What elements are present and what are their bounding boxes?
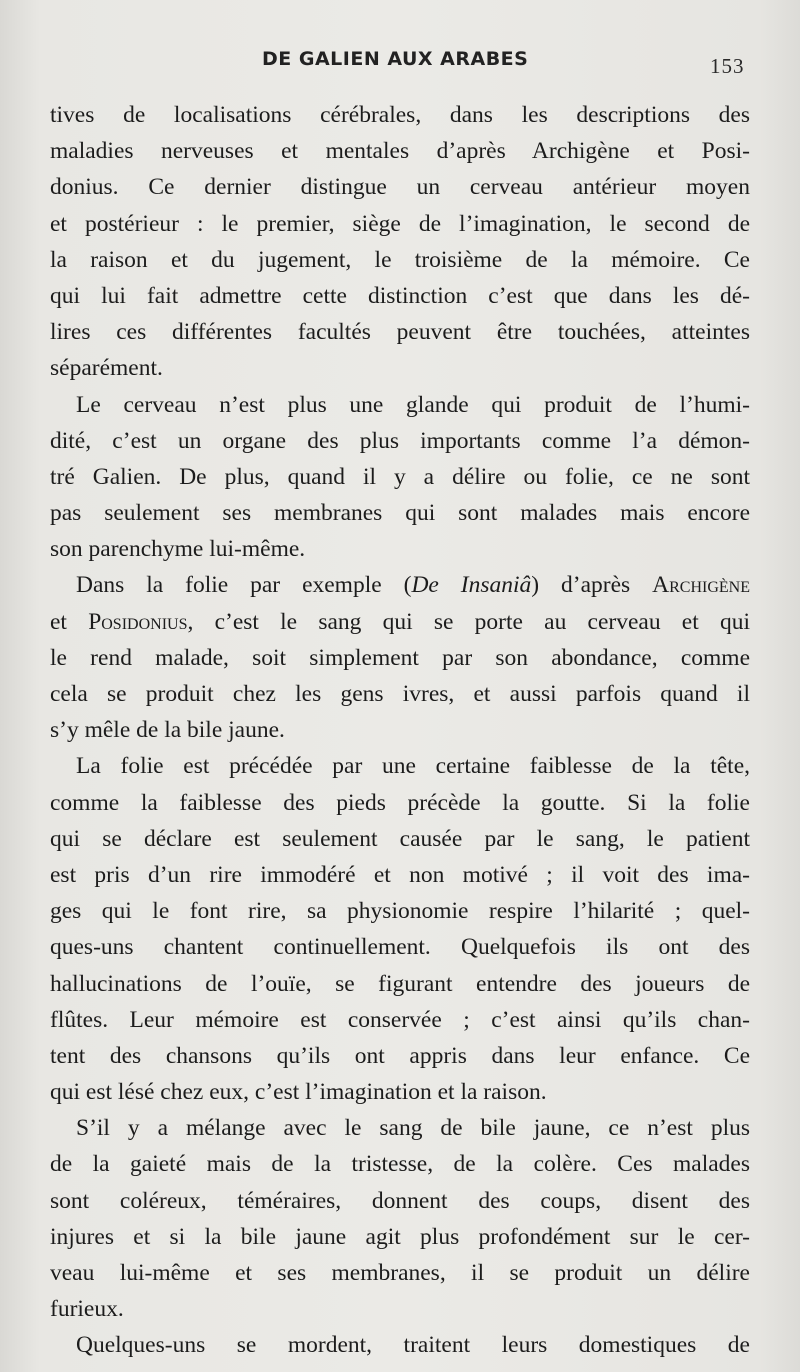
- text-line: qui est lésé chez eux, c’est l’imagination et la raison.: [50, 1079, 547, 1106]
- text-line: comme la faiblesse des pieds précède la goutte. Si la folie: [50, 789, 750, 816]
- text-line: pas seulement ses membranes qui sont malades mais encore: [50, 500, 750, 527]
- body-text: [50, 97, 750, 1364]
- text-line: veau lui-même et ses membranes, il se produit un délire: [50, 1260, 750, 1286]
- page-number: 153: [710, 54, 745, 78]
- text-line: cela se produit chez les gens ivres, et aussi parfois quand il: [50, 681, 750, 707]
- text-line: flûtes. Leur mémoire est conservée ; c’est ainsi qu’ils chan-: [50, 1006, 750, 1033]
- text-line: Le cerveau n’est plus une glande qui produit de l’humi-: [76, 391, 750, 418]
- text-line: de la gaieté mais de la tristesse, de la colère. Ces malades: [50, 1151, 750, 1178]
- text-line: hallucinations de l’ouïe, se figurant entendre des joueurs de: [50, 970, 750, 997]
- text-line-mixed: [50, 567, 750, 603]
- work-title: De Insaniâ: [411, 572, 532, 599]
- text-line: lires ces différentes facultés peuvent être touchées, atteintes: [50, 319, 750, 346]
- text-line: dité, c’est un organe des plus importants comme l’a démon-: [50, 427, 750, 454]
- text-line: ges qui le font rire, sa physionomie respire l’hilarité ; quel-: [50, 898, 750, 925]
- text-line: qui lui fait admettre cette distinction c’est que dans les dé-: [50, 282, 750, 309]
- text-line: tent des chansons qu’ils ont appris dans leur enfance. Ce: [50, 1042, 750, 1069]
- text-line-mixed: [50, 604, 750, 640]
- text-line: donius. Ce dernier distingue un cerveau antérieur moyen: [50, 174, 750, 201]
- author-name: Archigène: [652, 572, 750, 599]
- text-line: S’il y a mélange avec le sang de bile jaune, ce n’est plus: [76, 1115, 750, 1142]
- text-line: ques-uns chantent continuellement. Quelquefois ils ont des: [50, 934, 750, 961]
- text-segment: et: [50, 608, 89, 635]
- text-line: la raison et du jugement, le troisième de la mémoire. Ce: [50, 246, 750, 273]
- text-line: La folie est précédée par une certaine faiblesse de la tête,: [76, 753, 750, 780]
- page-header: [0, 44, 800, 78]
- text-line: maladies nerveuses et mentales d’après Archigène et Posi-: [50, 138, 750, 165]
- text-line: tives de localisations cérébrales, dans les descriptions des: [50, 102, 750, 128]
- text-line: furieux.: [50, 1296, 124, 1323]
- text-line: son parenchyme lui-même.: [50, 536, 306, 563]
- text-line: s’y mêle de la bile jaune.: [50, 717, 285, 744]
- text-segment: Dans la folie par exemple (: [76, 572, 412, 599]
- text-line: tré Galien. De plus, quand il y a délire ou folie, ce ne sont: [50, 463, 750, 490]
- text-line: qui se déclare est seulement causée par le sang, le patient: [50, 825, 750, 852]
- text-line: le rend malade, soit simplement par son abondance, comme: [50, 644, 750, 671]
- text-segment: , c’est le sang qui se porte au cerveau et qui: [187, 608, 750, 635]
- text-line: injures et si la bile jaune agit plus profondément sur le cer-: [50, 1223, 750, 1250]
- author-name: Posidonius: [88, 608, 188, 635]
- text-line: séparément.: [50, 355, 163, 382]
- text-line: sont coléreux, téméraires, donnent des coups, disent des: [50, 1187, 750, 1214]
- text-segment: ) d’après: [531, 572, 653, 599]
- text-line: est pris d’un rire immodéré et non motivé ; il voit des ima-: [50, 861, 750, 888]
- running-head: DE GALIEN AUX ARABES: [262, 48, 529, 70]
- text-line: Quelques-uns se mordent, traitent leurs domestiques de: [76, 1332, 750, 1359]
- text-line: et postérieur : le premier, siège de l’imagination, le second de: [50, 210, 750, 237]
